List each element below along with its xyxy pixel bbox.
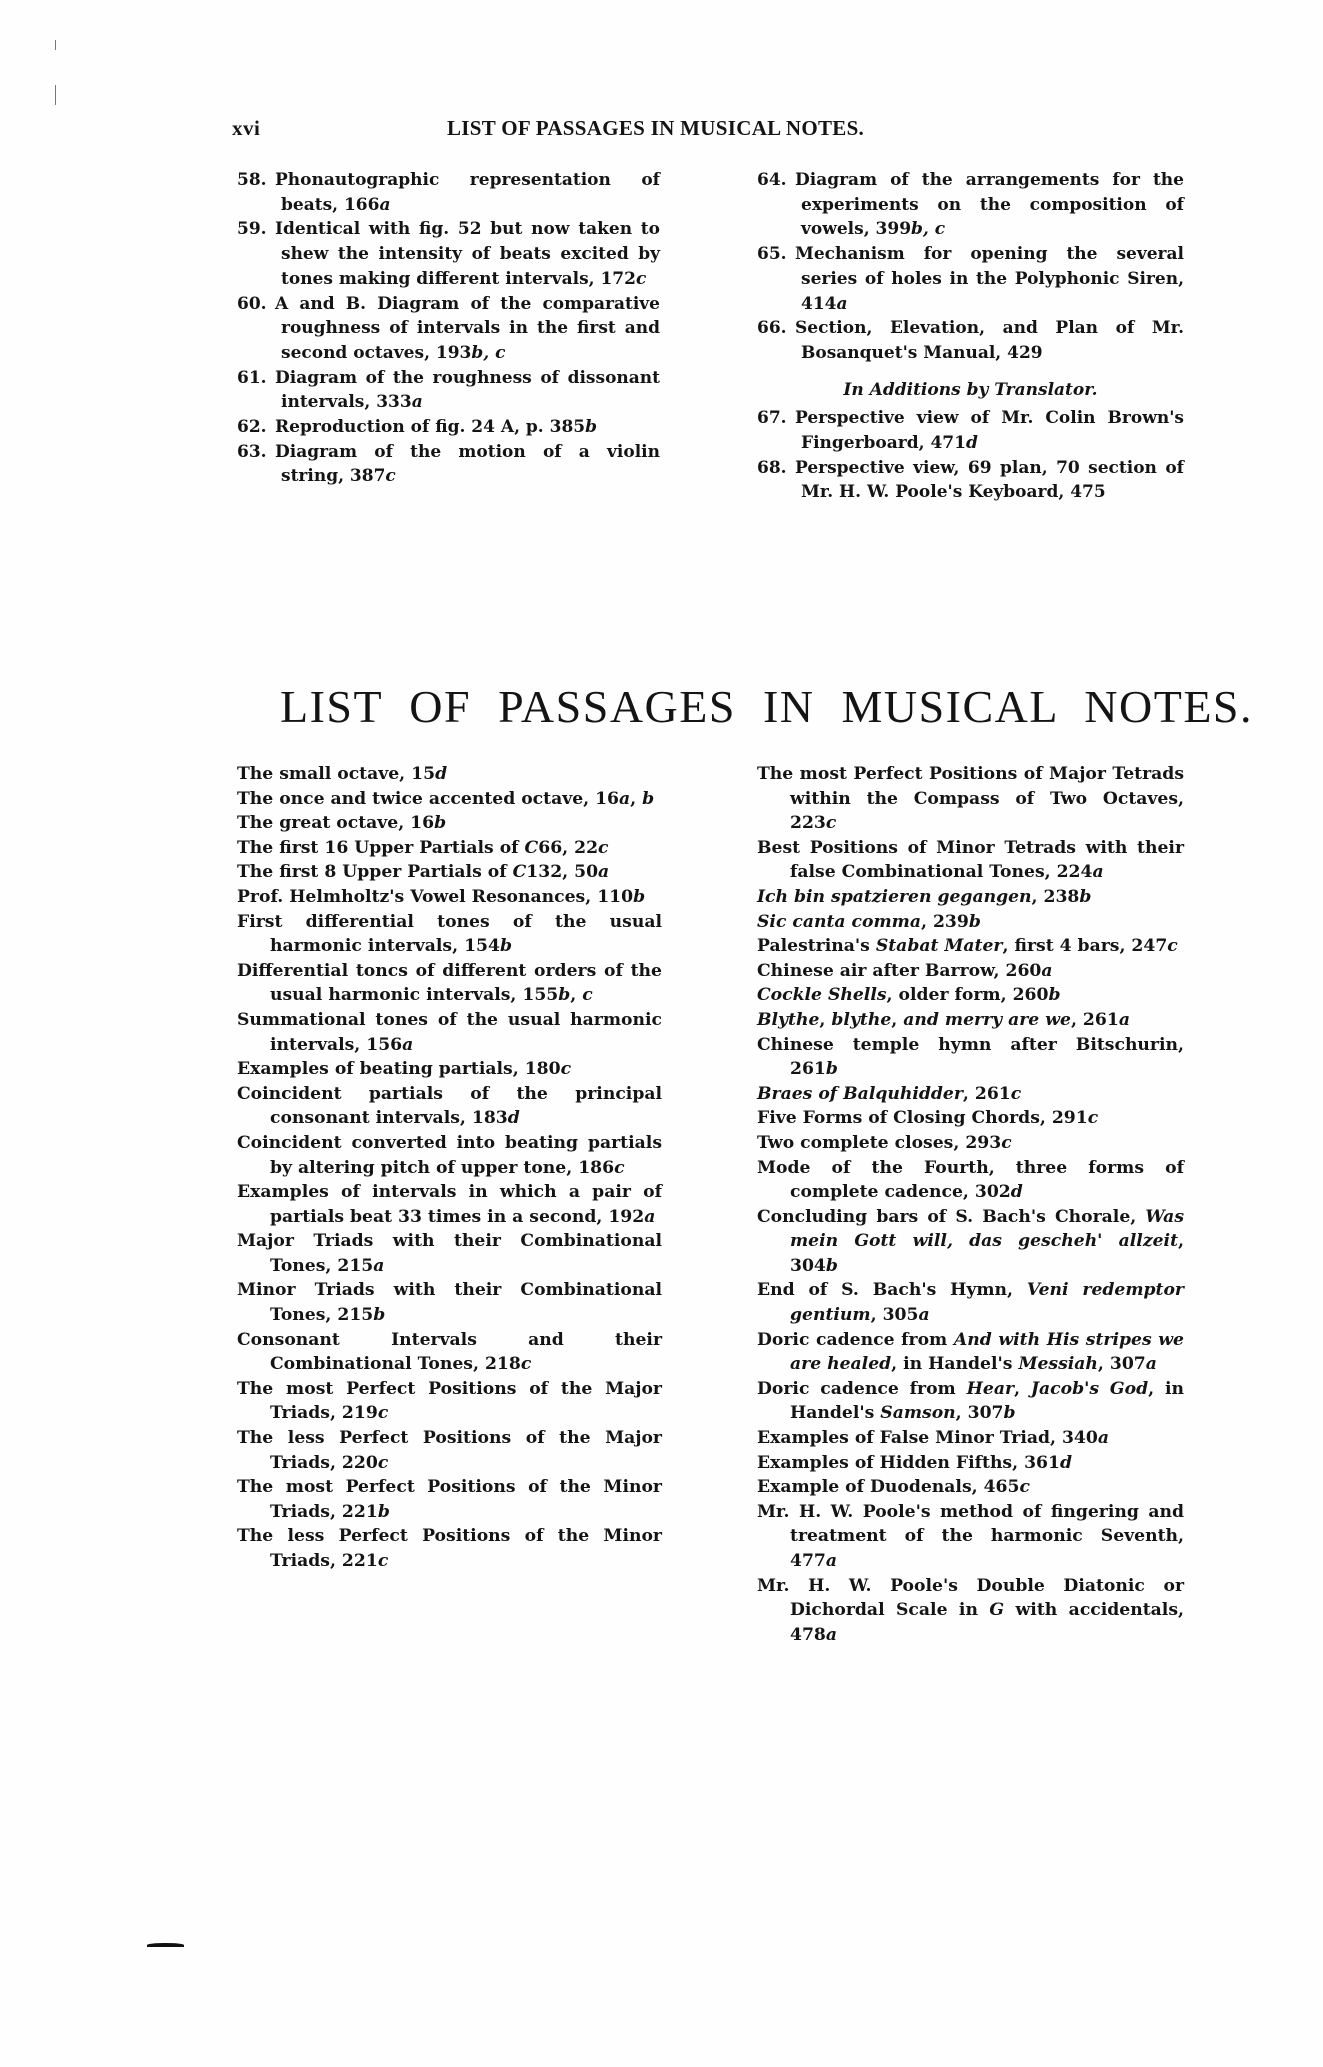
figure-number: 61.: [237, 367, 267, 388]
passage-entry: The once and twice accented octave, 16a, b: [237, 788, 655, 809]
page-number: xvi: [232, 116, 261, 140]
page-subsection: b: [585, 417, 598, 438]
page-subsection: a: [836, 293, 848, 314]
passage-entry: Cockle Shells, older form, 260b: [757, 985, 1061, 1006]
figure-entry: [757, 168, 1184, 242]
passage-entry: Five Forms of Closing Chords, 291c: [757, 1108, 1099, 1129]
passage-entry: The most Perfect Positions of the Minor Triads, 221b: [237, 1477, 662, 1522]
passage-entry: Summational tones of the usual harmonic intervals, 156a: [237, 1009, 662, 1055]
running-head-title: LIST OF PASSAGES IN MUSICAL NOTES.: [447, 116, 865, 140]
passage-entry: Examples of False Minor Triad, 340a: [757, 1428, 1109, 1449]
passage-entry: The most Perfect Positions of Major Tetrads within the Compass of Two Octaves, 223c: [757, 764, 1184, 834]
figure-caption: Diagram of the arrangements for the experiments on the composition of vowels, 399: [795, 170, 1184, 240]
figure-number: 63.: [237, 441, 267, 462]
passage-entry: Coincident partials of the principal consonant intervals, 183d: [237, 1083, 662, 1129]
running-head: [232, 116, 972, 146]
passage-entry: Differential toncs of different orders of the usual harmonic intervals, 155b, c: [237, 960, 662, 1006]
page-subsection: a: [379, 194, 391, 215]
passage-entry: The less Perfect Positions of the Minor Triads, 221c: [237, 1526, 662, 1571]
passage-entry: The small octave, 15d: [237, 764, 448, 784]
additions-subheading: In Additions by Translator.: [843, 379, 1098, 400]
passage-entry: Mode of the Fourth, three forms of complete cadence, 302d: [757, 1157, 1184, 1203]
figure-number: 62.: [237, 417, 267, 438]
passage-entry: Two complete closes, 293c: [757, 1132, 1012, 1153]
figure-entry: [237, 217, 660, 291]
passages-list-right: [757, 762, 1184, 1647]
page-subsection: c: [385, 466, 396, 487]
passage-entry: Examples of intervals in which a pair of partials beat 33 times in a second, 192a: [237, 1182, 662, 1227]
section-title: LIST OF PASSAGES IN MUSICAL NOTES.: [280, 681, 1254, 732]
passage-entry: The great octave, 16b: [237, 813, 447, 834]
figure-number: 67.: [757, 408, 787, 429]
figure-entry: [237, 415, 660, 440]
passage-entry: First differential tones of the usual harmonic intervals, 154b: [237, 911, 662, 957]
passage-entry: Coincident converted into beating partials by altering pitch of upper tone, 186c: [237, 1132, 662, 1178]
passage-entry: Doric cadence from And with His stripes we are healed, in Handel's Messiah, 307a: [757, 1329, 1184, 1375]
passage-entry: Examples of Hidden Fifths, 361d: [757, 1452, 1072, 1473]
figures-list-left: [237, 168, 660, 489]
figure-caption: Perspective view of Mr. Colin Brown's Fingerboard, 471: [795, 408, 1184, 454]
passage-entry: Chinese temple hymn after Bitschurin, 261b: [757, 1034, 1184, 1080]
figure-entry: [757, 456, 1184, 505]
passage-entry: The most Perfect Positions of the Major Triads, 219c: [237, 1378, 662, 1424]
figure-number: 59.: [237, 219, 267, 240]
passage-entry: Major Triads with their Combinational Tones, 215a: [237, 1231, 662, 1276]
passage-entry: Ich bin spatzieren gegangen, 238b: [757, 886, 1092, 907]
figures-list-right: [757, 168, 1184, 505]
passages-list-left: [237, 762, 662, 1574]
figure-entry: [237, 366, 660, 415]
passage-entry: End of S. Bach's Hymn, Veni redemptor gentium, 305a: [757, 1280, 1184, 1326]
figure-entry: [237, 440, 660, 489]
passage-entry: Braes of Balquhidder, 261c: [757, 1083, 1022, 1104]
page-subsection: c: [635, 268, 647, 289]
figure-number: 66.: [757, 318, 787, 339]
figure-caption: Diagram of the motion of a violin string, 387: [275, 441, 660, 487]
figure-number: 60.: [237, 293, 267, 314]
passage-entry: The first 8 Upper Partials of C132, 50a: [237, 862, 610, 883]
printer-mark: [147, 1943, 184, 1947]
page-subsection: b, c: [911, 219, 946, 240]
passage-entry: Examples of beating partials, 180c: [237, 1059, 572, 1080]
passage-entry: Doric cadence from Hear, Jacob's God, in Handel's Samson, 307b: [757, 1378, 1184, 1424]
passage-entry: Sic canta comma, 239b: [757, 911, 981, 932]
passage-entry: Mr. H. W. Poole's Double Diatonic or Dichordal Scale in G with accidentals, 478a: [757, 1575, 1184, 1645]
figure-number: 68.: [757, 457, 787, 478]
scan-artifact-tick: [55, 85, 56, 105]
passage-entry: Chinese air after Barrow, 260a: [757, 960, 1053, 981]
figure-caption: Perspective view, 69 plan, 70 section of Mr. H. W. Poole's Keyboard, 475: [795, 457, 1184, 503]
figure-entry: [237, 292, 660, 366]
passage-entry: Consonant Intervals and their Combinational Tones, 218c: [237, 1329, 662, 1375]
figure-number: 58.: [237, 170, 267, 190]
passage-entry: Palestrina's Stabat Mater, first 4 bars, 247c: [757, 936, 1178, 957]
figure-number: 65.: [757, 244, 787, 265]
passage-entry: Best Positions of Minor Tetrads with their false Combinational Tones, 224a: [757, 837, 1184, 883]
figure-entry: [757, 242, 1184, 316]
passage-entry: Example of Duodenals, 465c: [757, 1477, 1030, 1498]
figure-entry: [757, 316, 1184, 365]
figure-caption: Identical with fig. 52 but now taken to shew the intensity of beats excited by tones making different intervals, 172: [275, 219, 660, 289]
passage-entry: Mr. H. W. Poole's method of fingering and treatment of the harmonic Seventh, 477a: [757, 1501, 1184, 1571]
figure-caption: Phonautographic representation of beats, 166: [275, 170, 660, 215]
passage-entry: Prof. Helmholtz's Vowel Resonances, 110b: [237, 886, 646, 907]
page-subsection: a: [411, 392, 423, 413]
figure-caption: Reproduction of fig. 24 A, p. 385: [275, 417, 586, 438]
figure-caption: Mechanism for opening the several series of holes in the Polyphonic Siren, 414: [795, 244, 1184, 314]
figure-entry: [237, 168, 660, 217]
page-subsection: b, c: [471, 342, 506, 363]
passage-entry: Minor Triads with their Combinational Tones, 215b: [237, 1280, 662, 1326]
scan-artifact-tick: [55, 40, 56, 50]
passage-entry: Concluding bars of S. Bach's Chorale, Was mein Gott will, das gescheh' allzeit, 304b: [757, 1206, 1184, 1276]
figure-number: 64.: [757, 170, 787, 190]
passage-entry: Blythe, blythe, and merry are we, 261a: [757, 1009, 1130, 1030]
figure-caption: Section, Elevation, and Plan of Mr. Bosanquet's Manual, 429: [795, 318, 1184, 363]
figure-caption: Diagram of the roughness of dissonant intervals, 333: [275, 367, 660, 413]
page-subsection: d: [965, 433, 978, 454]
passage-entry: The less Perfect Positions of the Major Triads, 220c: [237, 1428, 662, 1473]
figure-caption: A and B. Diagram of the comparative roughness of intervals in the first and second octaves, 193: [275, 293, 660, 363]
figure-entry: [757, 406, 1184, 455]
passage-entry: The first 16 Upper Partials of C66, 22c: [237, 837, 609, 858]
